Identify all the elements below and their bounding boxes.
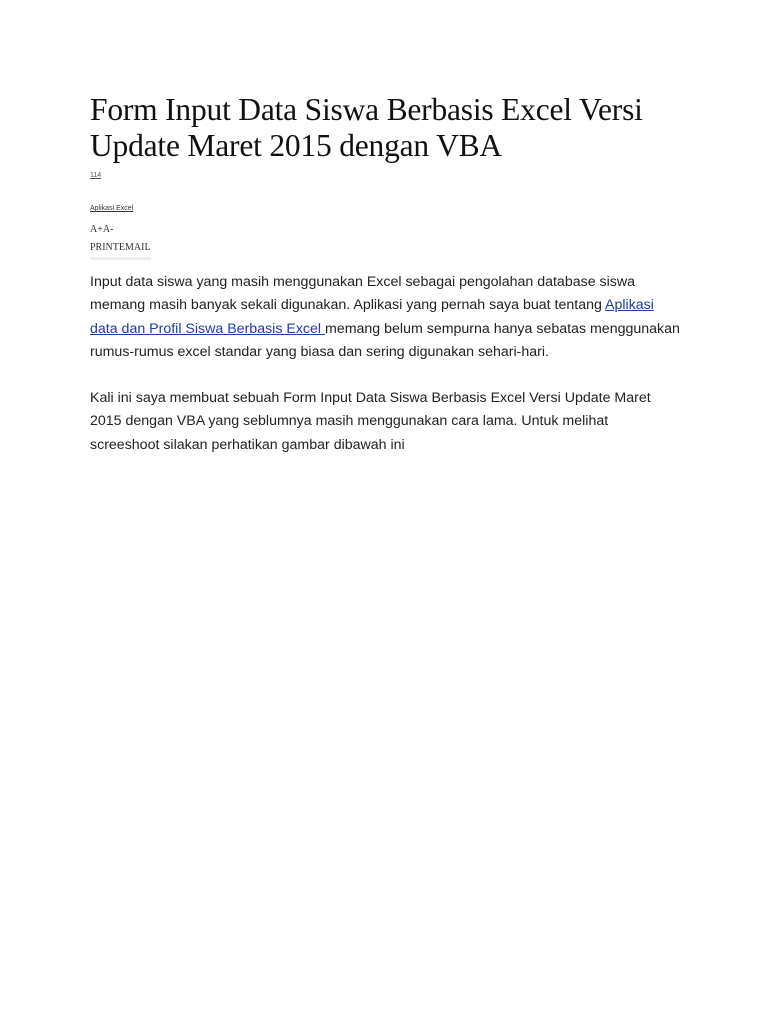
comment-count-link[interactable]: 114 — [90, 172, 102, 179]
article — [90, 92, 680, 457]
font-increase-button[interactable]: A+ — [90, 224, 103, 235]
category-link[interactable]: Aplikasi Excel — [90, 205, 134, 212]
article-paragraph-1 — [90, 271, 680, 364]
article-title-line-1: Form Input Data Siswa Berbasis Excel Versi — [90, 92, 643, 127]
font-decrease-button[interactable]: A- — [102, 224, 114, 235]
article-tools — [90, 221, 680, 260]
print-button[interactable]: PRINT — [90, 242, 119, 253]
font-size-controls — [90, 221, 680, 239]
paragraph-1-text-before: Input data siswa yang masih menggunakan Excel sebagai pengolahan database siswa memang masih banyak sekali digunakan. Aplikasi yang pernah saya buat tentang — [90, 274, 636, 314]
profil-siswa-link[interactable]: Aplikasi data dan Profil Siswa Berbasis Excel — [90, 297, 654, 337]
article-paragraph-2: Kali ini saya membuat sebuah Form Input Data Siswa Berbasis Excel Versi Update Maret 2015 dengan VBA yang seblumnya masih menggunakan cara lama. Untuk melihat screeshoot silakan perhatikan gambar dibawah ini — [90, 390, 651, 453]
email-button[interactable]: EMAIL — [118, 242, 151, 253]
share-controls — [90, 239, 151, 260]
paragraph-1-text-after: memang belum sempurna hanya sebatas menggunakan rumus-rumus excel standar yang biasa dan sering digunakan sehari-hari. — [90, 320, 680, 360]
article-title — [90, 92, 680, 164]
article-title-line-2: Update Maret 2015 dengan VBA — [90, 128, 502, 163]
